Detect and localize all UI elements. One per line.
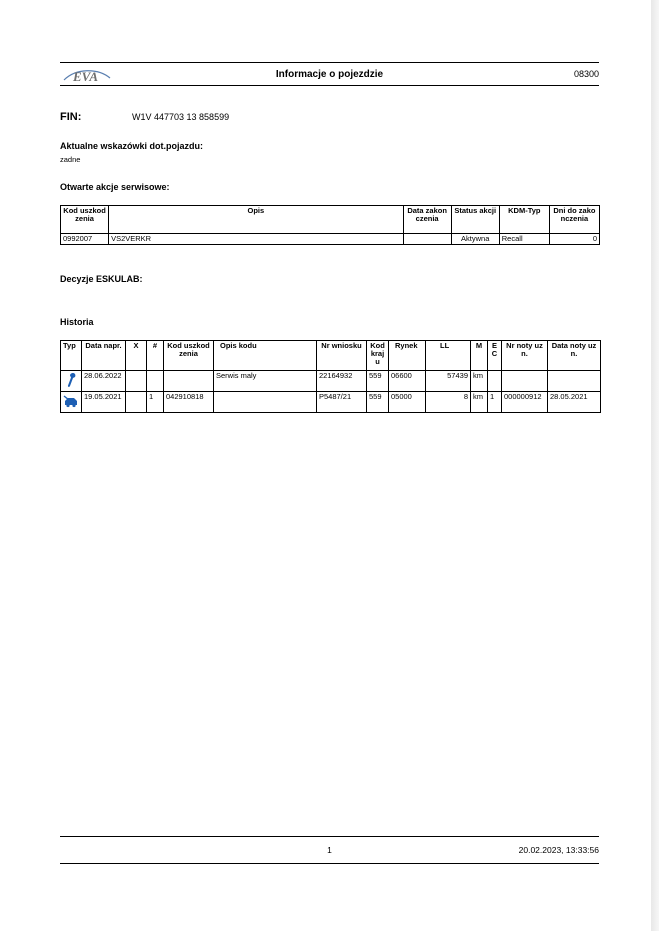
table-cell: 05000: [389, 392, 426, 413]
column-header: Data napr.: [82, 341, 126, 371]
table-cell: km: [471, 392, 488, 413]
table-cell: 559: [367, 371, 389, 392]
table-cell: [488, 371, 502, 392]
column-header: Dni do zakonczenia: [549, 206, 599, 234]
table-cell: VS2VERKR: [109, 234, 404, 245]
service-actions-table: [60, 205, 600, 245]
column-header: Kod uszkodzenia: [164, 341, 214, 371]
column-header: KDM-Typ: [499, 206, 549, 234]
page-edge-shadow: [651, 0, 659, 931]
column-header: Rynek: [389, 341, 426, 371]
table-header-row: [61, 206, 600, 234]
fin-label: FIN:: [60, 111, 82, 123]
service-actions-heading: Otwarte akcje serwisowe:: [60, 182, 170, 192]
column-header: Opis kodu: [214, 341, 317, 371]
table-cell: Serwis maly: [214, 371, 317, 392]
table-row: [61, 371, 601, 392]
row-type-cell: [61, 371, 82, 392]
print-datetime: 20.02.2023, 13:33:56: [518, 845, 599, 855]
table-cell: 0992007: [61, 234, 109, 245]
svg-text:EVA: EVA: [73, 69, 99, 84]
header-bottom-rule: [60, 85, 599, 86]
column-header: M: [471, 341, 488, 371]
column-header: Typ: [61, 341, 82, 371]
wrench-icon: [65, 372, 77, 388]
table-cell: 1: [147, 392, 164, 413]
table-cell: [548, 371, 601, 392]
table-cell: [502, 371, 548, 392]
column-header: Data noty uzn.: [548, 341, 601, 371]
document-code: 08300: [573, 69, 599, 79]
document-title: Informacje o pojezdzie: [275, 69, 384, 80]
table-cell: 000000912: [502, 392, 548, 413]
column-header: LL: [426, 341, 471, 371]
table-cell: [126, 392, 147, 413]
footer-bottom-rule: [60, 863, 599, 864]
table-cell: Aktywna: [451, 234, 499, 245]
eskulab-heading: Decyzje ESKULAB:: [60, 274, 143, 284]
history-table: [60, 340, 601, 413]
car-repair-icon: [63, 394, 79, 408]
column-header: Nr noty uzn.: [502, 341, 548, 371]
instructions-heading: Aktualne wskazówki dot.pojazdu:: [60, 141, 204, 151]
table-cell: 19.05.2021: [82, 392, 126, 413]
column-header: EC: [488, 341, 502, 371]
column-header: Kod kraju: [367, 341, 389, 371]
table-cell: [164, 371, 214, 392]
table-cell: [147, 371, 164, 392]
header-top-rule: [60, 62, 599, 63]
footer-top-rule: [60, 836, 599, 837]
fin-value: W1V 447703 13 858599: [132, 112, 230, 122]
column-header: Status akcji: [451, 206, 499, 234]
table-cell: Recall: [499, 234, 549, 245]
table-cell: 28.05.2021: [548, 392, 601, 413]
table-row: [61, 234, 600, 245]
table-cell: 1: [488, 392, 502, 413]
table-cell: 0: [549, 234, 599, 245]
table-cell: km: [471, 371, 488, 392]
column-header: Opis: [109, 206, 404, 234]
page-number: 1: [327, 845, 332, 855]
table-cell: P5487/21: [317, 392, 367, 413]
column-header: Nr wniosku: [317, 341, 367, 371]
column-header: X: [126, 341, 147, 371]
column-header: #: [147, 341, 164, 371]
table-cell: 22164932: [317, 371, 367, 392]
table-cell: 8: [426, 392, 471, 413]
table-header-row: [61, 341, 601, 371]
table-cell: [214, 392, 317, 413]
table-cell: [403, 234, 451, 245]
table-cell: 57439: [426, 371, 471, 392]
table-cell: [126, 371, 147, 392]
table-cell: 559: [367, 392, 389, 413]
history-heading: Historia: [60, 317, 94, 327]
column-header: Data zakonczenia: [403, 206, 451, 234]
table-cell: 06600: [389, 371, 426, 392]
column-header: Kod uszkodzenia: [61, 206, 109, 234]
instructions-text: zadne: [60, 155, 81, 164]
table-row: [61, 392, 601, 413]
table-cell: 28.06.2022: [82, 371, 126, 392]
row-type-cell: [61, 392, 82, 413]
table-cell: 042910818: [164, 392, 214, 413]
